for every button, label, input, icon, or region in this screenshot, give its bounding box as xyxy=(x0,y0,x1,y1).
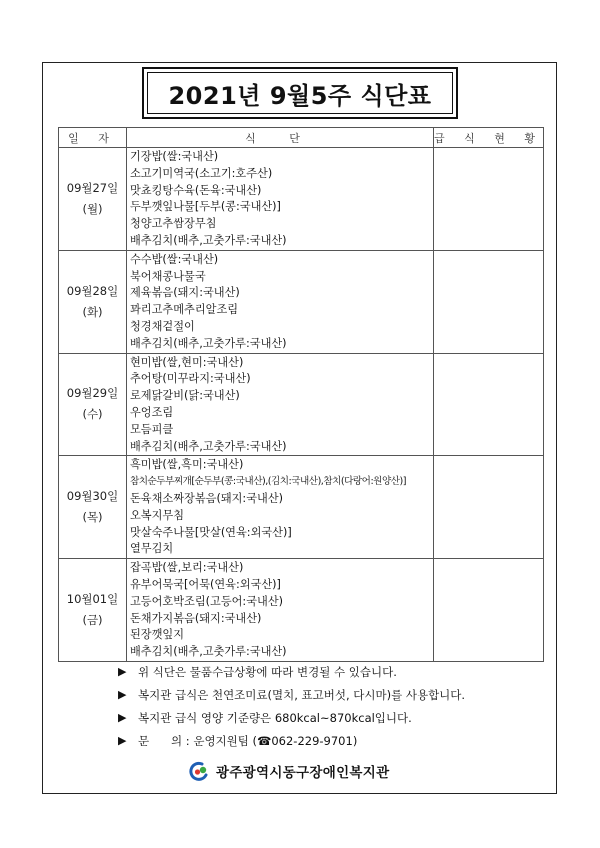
table-row xyxy=(59,148,544,251)
bullet-icon: ▶ xyxy=(118,665,127,678)
organization-name: 광주광역시동구장애인복지관 xyxy=(216,765,390,781)
day-date: 09월30일 xyxy=(66,489,119,504)
bullet-icon: ▶ xyxy=(118,711,127,724)
menu-item: 청경채겉절이 xyxy=(130,319,195,333)
header-menu: 식 단 xyxy=(127,128,434,148)
menu-item: 수수밥(쌀:국내산) xyxy=(130,252,219,266)
menu-item: 돈채가지볶음(돼지:국내산) xyxy=(130,611,262,625)
day-weekday: (수) xyxy=(82,407,103,422)
note-item xyxy=(118,683,548,706)
note-item xyxy=(118,729,548,752)
day-date: 09월27일 xyxy=(66,180,119,195)
menu-item: 참치순두부찌개[순두부(콩:국내산),(김치:국내산),참치(다랑어:원양산)] xyxy=(130,476,406,488)
day-status-cell xyxy=(434,559,544,662)
menu-item: 배추김치(배추,고춧가루:국내산) xyxy=(130,233,287,247)
day-menu-cell xyxy=(127,148,434,251)
menu-item: 맛쵸킹탕수육(돈육:국내산) xyxy=(130,183,262,197)
day-weekday: (월) xyxy=(82,201,103,216)
note-text: 문 의 : 운영지원팀 (☎062-229-9701) xyxy=(138,733,358,748)
table-row xyxy=(59,456,544,559)
day-weekday: (화) xyxy=(82,304,103,319)
day-menu-cell xyxy=(127,559,434,662)
day-date: 09월28일 xyxy=(66,283,119,298)
menu-item: 모듬피클 xyxy=(130,422,174,436)
menu-item: 맛살숙주나물[맛살(연육:외국산)] xyxy=(130,525,292,539)
table-header-row xyxy=(59,128,544,148)
menu-item: 오복지무침 xyxy=(130,508,185,522)
menu-item: 우엉조림 xyxy=(130,405,174,419)
day-date: 09월29일 xyxy=(66,386,119,401)
notes-section xyxy=(118,660,548,752)
table-row xyxy=(59,353,544,456)
menu-item: 청양고추쌈장무침 xyxy=(130,217,217,231)
day-date-cell xyxy=(59,250,127,353)
day-date-cell xyxy=(59,353,127,456)
menu-item: 배추김치(배추,고춧가루:국내산) xyxy=(130,439,287,453)
menu-item: 로제닭갈비(닭:국내산) xyxy=(130,389,240,403)
footer xyxy=(188,760,389,782)
menu-item: 현미밥(쌀,현미:국내산) xyxy=(130,355,244,369)
bullet-icon: ▶ xyxy=(118,688,127,701)
menu-item: 흑미밥(쌀,흑미:국내산) xyxy=(130,458,244,472)
day-status-cell xyxy=(434,353,544,456)
menu-item: 소고기미역국(소고기:호주산) xyxy=(130,166,273,180)
menu-item: 북어채콩나물국 xyxy=(130,269,206,283)
day-date-cell xyxy=(59,148,127,251)
day-date-cell xyxy=(59,559,127,662)
menu-item: 고등어호박조림(고등어:국내산) xyxy=(130,594,283,608)
day-menu-cell xyxy=(127,250,434,353)
menu-table xyxy=(58,127,544,662)
menu-item: 제육볶음(돼지:국내산) xyxy=(130,286,240,300)
menu-item: 배추김치(배추,고춧가루:국내산) xyxy=(130,645,287,659)
menu-item: 돈육채소짜장볶음(돼지:국내산) xyxy=(130,491,283,505)
day-menu-cell xyxy=(127,456,434,559)
day-date: 10월01일 xyxy=(66,592,119,607)
menu-item: 유부어묵국[어묵(연육:외국산)] xyxy=(130,577,281,591)
menu-item: 열무김치 xyxy=(130,542,174,556)
day-date-cell xyxy=(59,456,127,559)
bullet-icon: ▶ xyxy=(118,734,127,747)
menu-item: 두부깻잎나물[두부(콩:국내산)] xyxy=(130,200,281,214)
note-item xyxy=(118,706,548,729)
note-text: 복지관 급식 영양 기준량은 680kcal~870kcal입니다. xyxy=(138,710,412,725)
menu-item: 꽈리고추메추리알조림 xyxy=(130,303,239,317)
header-date: 일 자 xyxy=(59,128,127,148)
page-title: 2021년 9월5주 식단표 xyxy=(168,81,432,110)
menu-item: 된장깻잎지 xyxy=(130,628,185,642)
day-menu-cell xyxy=(127,353,434,456)
note-text: 위 식단은 물품수급상황에 따라 변경될 수 있습니다. xyxy=(138,664,397,679)
day-status-cell xyxy=(434,456,544,559)
day-status-cell xyxy=(434,148,544,251)
menu-item: 배추김치(배추,고춧가루:국내산) xyxy=(130,336,287,350)
day-status-cell xyxy=(434,250,544,353)
note-text: 복지관 급식은 천연조미료(멸치, 표고버섯, 다시마)를 사용합니다. xyxy=(138,687,466,702)
header-status: 급 식 현 황 xyxy=(434,128,544,148)
menu-item: 추어탕(미꾸라지:국내산) xyxy=(130,372,251,386)
day-weekday: (목) xyxy=(82,510,103,525)
welfare-center-logo-icon xyxy=(188,760,210,782)
menu-item: 기장밥(쌀:국내산) xyxy=(130,150,219,163)
day-weekday: (금) xyxy=(82,613,103,628)
table-row xyxy=(59,559,544,662)
title-box xyxy=(142,67,458,119)
menu-item: 잡곡밥(쌀,보리:국내산) xyxy=(130,561,244,575)
note-item xyxy=(118,660,548,683)
table-row xyxy=(59,250,544,353)
